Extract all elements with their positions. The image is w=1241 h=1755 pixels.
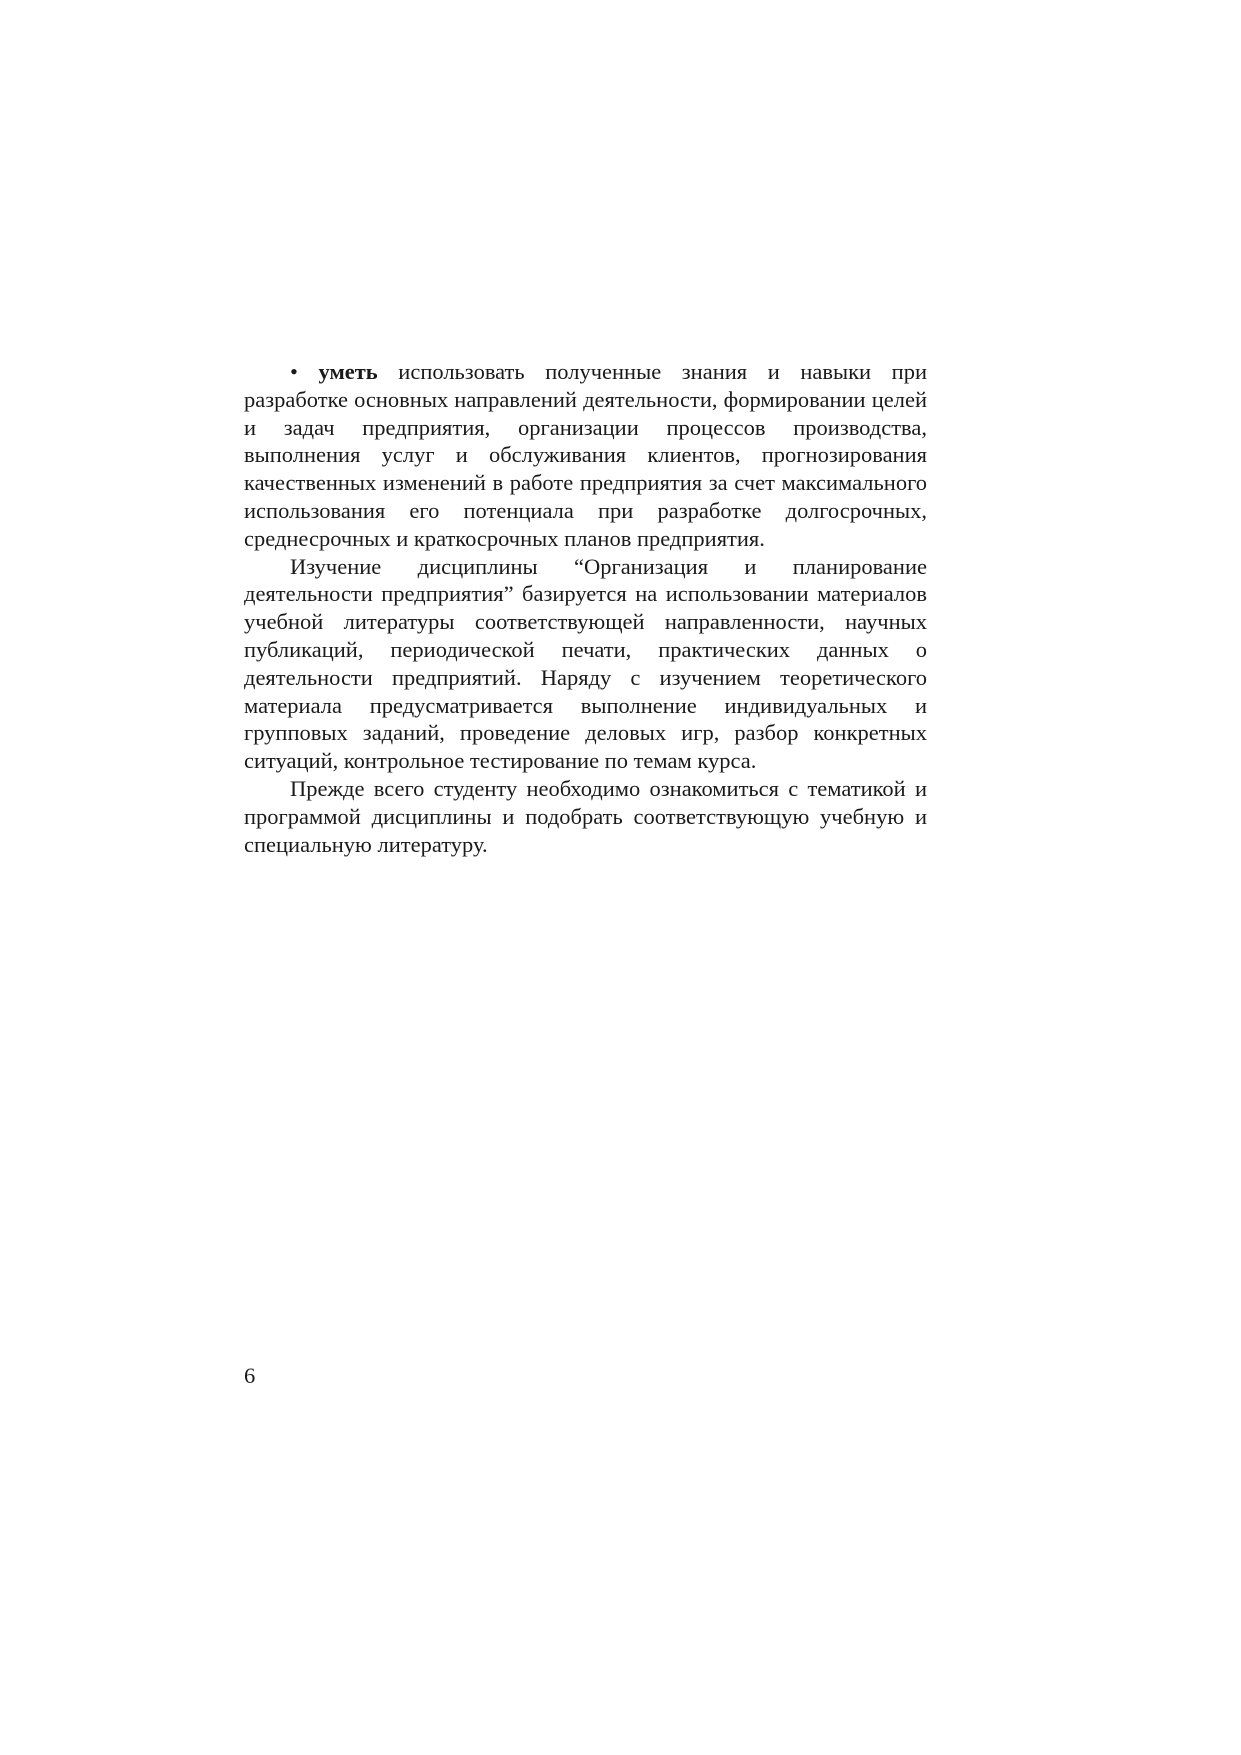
- bullet-icon: •: [290, 359, 298, 384]
- body-text: [244, 358, 927, 858]
- page-number: 6: [244, 1363, 256, 1388]
- paragraph-first-steps: Прежде всего студенту необходимо ознакомиться с тематикой и программой дисциплины и подобрать соответствующую учебную и специальную литературу.: [244, 775, 927, 857]
- bullet-text: использовать полученные знания и навыки при разработке основных направлений деятельности, формировании целей и задач предприятия, организации процессов производства, выполнения услуг и обслуживания клиентов, прогнозирования качественных изменений в работе предприятия за счет максимального использования его потенциала при разработке долгосрочных, среднесрочных и краткосрочных планов предприятия.: [244, 359, 928, 551]
- bullet-lead-term: уметь: [318, 359, 378, 384]
- paragraph-course-basis: Изучение дисциплины “Организация и планирование деятельности предприятия” базируется на использовании материалов учебной литературы соответствующей направленности, научных публикаций, периодической печати, практических данных о деятельности предприятий. Наряду с изучением теоретического материала предусматривается выполнение индивидуальных и групповых заданий, проведение деловых игр, разбор конкретных ситуаций, контрольное тестирование по темам курса.: [244, 553, 927, 774]
- bullet-paragraph: [244, 358, 927, 553]
